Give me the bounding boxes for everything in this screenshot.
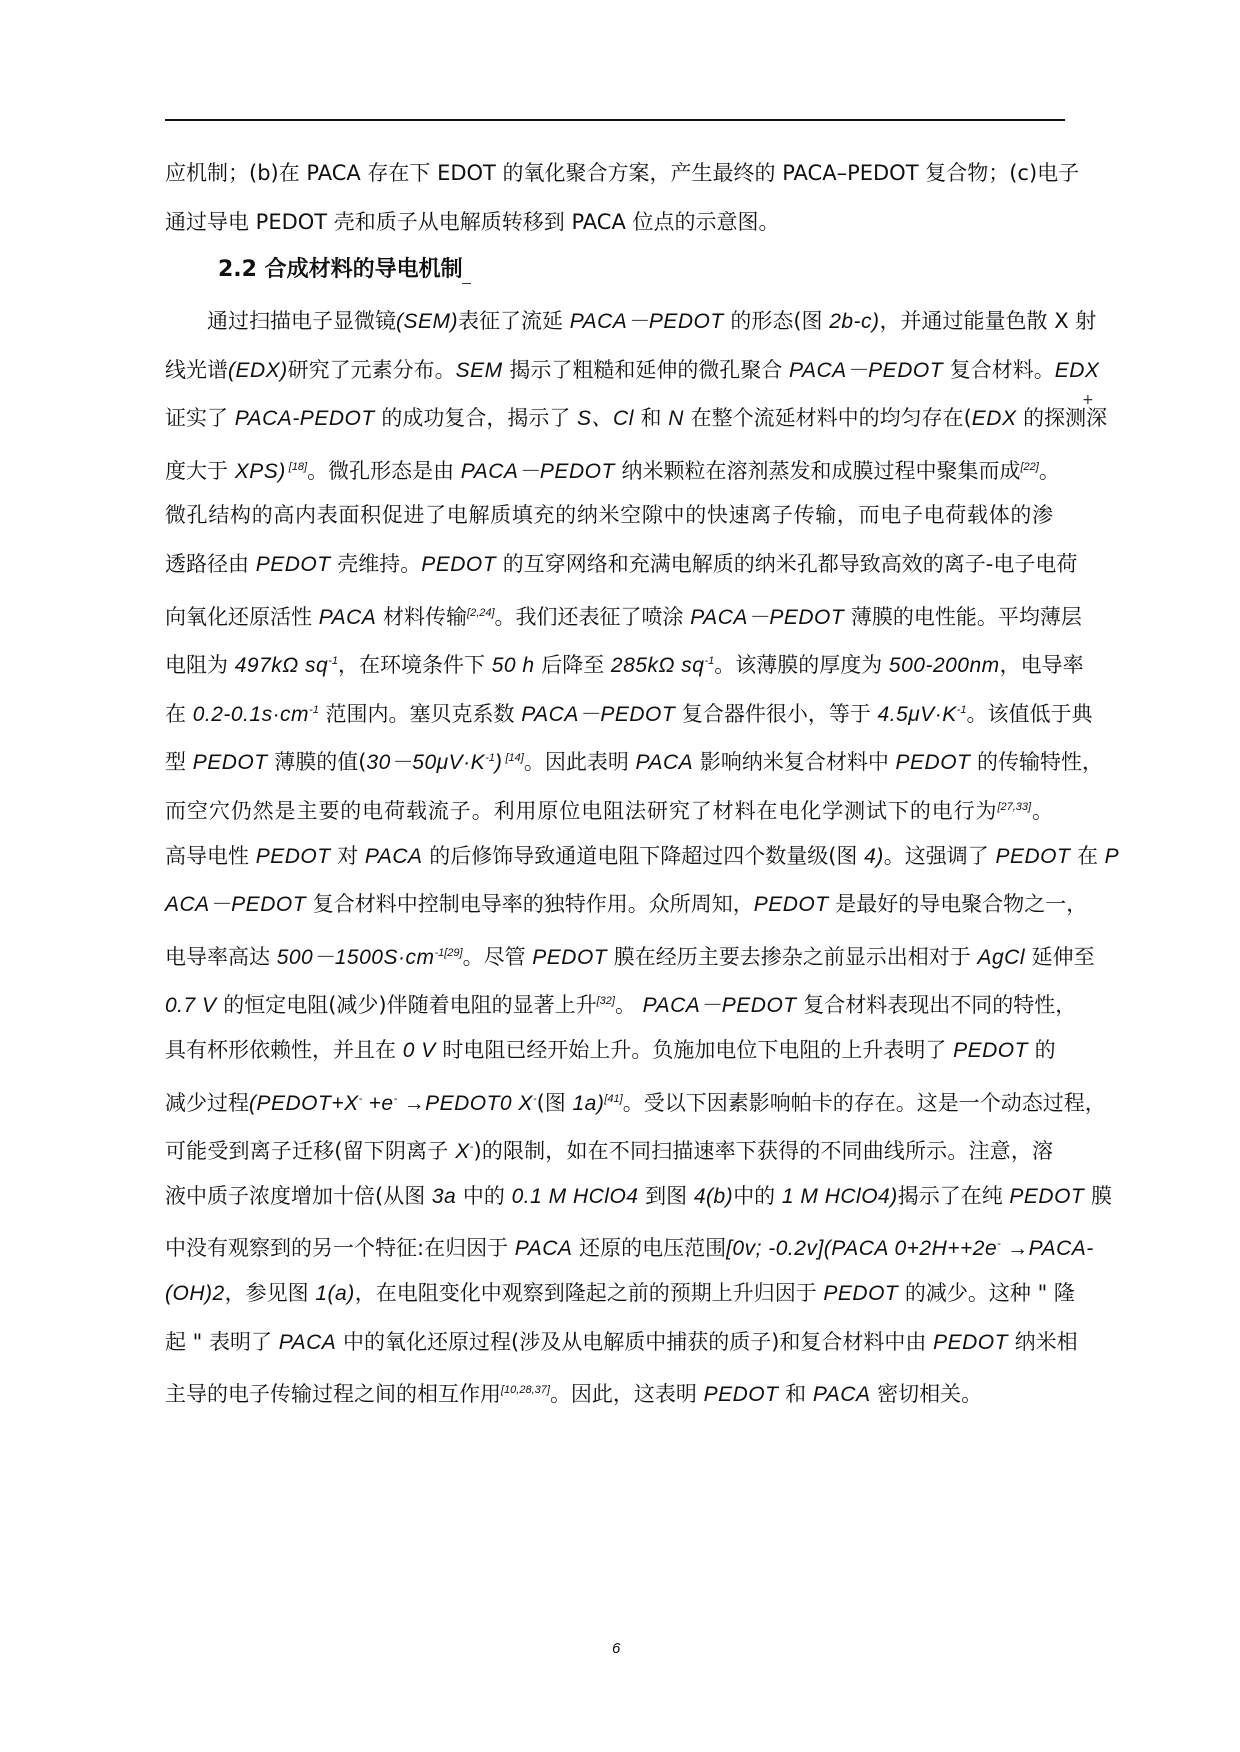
text-run: (OH)2 xyxy=(165,1282,225,1305)
text-run: 范围内。塞贝克系数 xyxy=(318,701,522,726)
text-run: 。该薄膜的厚度为 xyxy=(714,653,889,678)
text-run: 是最好的导电聚合物之一， xyxy=(828,892,1088,917)
text-run: PEDOT xyxy=(995,844,1071,868)
text-run: 复合材料中控制电导率的独特作用。众所周知， xyxy=(306,892,754,917)
text-run: 通过扫描电子显微镜 xyxy=(165,309,396,333)
text-run: PACA－PEDOT xyxy=(789,358,944,382)
text-run: 度大于 xyxy=(165,458,235,483)
text-line xyxy=(165,452,1060,487)
text-line xyxy=(165,889,1088,920)
superscript: - xyxy=(469,1141,474,1154)
text-run: 在 xyxy=(165,701,193,726)
text-run: 微孔结构的高内表面积促进了电解质填充的纳米空隙中的快速离子传输，而电子电荷载体的渗 xyxy=(165,503,1053,528)
text-run: XPS) xyxy=(234,459,286,483)
text-line xyxy=(165,1278,1075,1309)
superscript: [41] xyxy=(604,1092,623,1105)
text-run: 的 xyxy=(1027,1038,1056,1062)
text-run: X xyxy=(455,1140,470,1164)
text-run: 。因此，这表明 xyxy=(549,1382,704,1407)
page-number: 6 xyxy=(612,1640,621,1657)
superscript: -1 xyxy=(704,655,715,668)
text-run: PACA xyxy=(318,605,377,629)
text-run: 在 xyxy=(1070,843,1105,868)
caption-line xyxy=(165,207,1053,237)
text-line xyxy=(165,403,1108,434)
text-run: 4.5μV·K xyxy=(877,702,957,726)
text-run: ，电导率 xyxy=(999,653,1084,678)
superscript: - xyxy=(997,1238,1001,1251)
text-run: 透路径由 xyxy=(165,552,256,576)
text-run: 4(b) xyxy=(693,1184,734,1208)
text-run: 材料传输 xyxy=(376,604,468,629)
text-run: EDX xyxy=(971,407,1017,431)
text-run: ACA－PEDOT xyxy=(165,893,307,917)
text-run: 可能受到离子迁移(留下阴离子 xyxy=(165,1139,456,1164)
section-heading: 2.2 合成材料的导电机制 xyxy=(218,257,463,282)
text-run: 壳维持。 xyxy=(330,552,422,576)
superscript: -1 xyxy=(485,752,495,765)
text-run: SEM xyxy=(455,358,503,382)
text-line xyxy=(165,792,1053,826)
text-run: 在整个流延材料中的均匀存在( xyxy=(683,406,972,431)
text-run: PEDOT xyxy=(421,553,497,576)
text-run: [0v; -0.2v](PACA 0+2H++2e xyxy=(726,1237,998,1261)
text-run: PACA xyxy=(635,751,694,775)
text-run: 揭示了在纯 xyxy=(897,1183,1010,1208)
stray-dash-mark xyxy=(462,283,471,284)
text-run: PEDOT xyxy=(255,553,331,576)
text-run: 500－1500S·cm xyxy=(276,945,435,969)
superscript: - xyxy=(393,1092,398,1105)
text-run: PEDOT xyxy=(1009,1184,1085,1208)
text-run: P xyxy=(1104,844,1120,868)
text-run: 中的氧化还原过程(涉及从电解质中捕获的质子)和复合材料中由 xyxy=(336,1329,934,1354)
text-run: 和 xyxy=(633,406,669,431)
text-line xyxy=(165,1229,1094,1264)
text-run: ，在环境条件下 xyxy=(338,653,492,678)
text-run: S、Cl xyxy=(577,407,634,431)
text-run: 揭示了粗糙和延伸的微孔聚合 xyxy=(502,357,790,382)
superscript: - xyxy=(358,1092,363,1105)
text-run: (SEM) xyxy=(396,310,458,333)
text-run: PEDOT xyxy=(753,893,829,917)
text-run: 薄膜的电性能。平均薄层 xyxy=(844,604,1082,629)
text-run: 0.7 V xyxy=(165,994,217,1018)
text-line xyxy=(165,1181,1112,1212)
text-run: 延伸至 xyxy=(1025,944,1095,969)
text-run: PACA－PEDOT xyxy=(642,994,797,1018)
text-run: PACA xyxy=(812,1383,871,1407)
text-run: 研究了元素分布。 xyxy=(287,357,456,382)
text-run: ，在电阻变化中观察到隆起之前的预期上升归因于 xyxy=(354,1281,824,1305)
text-line xyxy=(165,355,1100,386)
text-run: PEDOT xyxy=(895,751,971,775)
text-run: 应机制；(b)在 PACA 存在下 EDOT 的氧化聚合方案，产生最终的 PACA–PEDOT 复合物；(c)电子 xyxy=(165,161,1080,185)
superscript: -1 xyxy=(328,655,338,668)
text-run: →PEDOT0 X xyxy=(397,1091,533,1115)
text-line xyxy=(165,986,1077,1021)
text-run: 影响纳米复合材料中 xyxy=(693,750,896,775)
text-line xyxy=(165,646,1084,681)
text-run: 。因此表明 xyxy=(523,750,636,775)
text-run: 减少过程 xyxy=(165,1090,249,1115)
text-run: 液中质子浓度增加十倍(从图 xyxy=(165,1183,432,1208)
text-run: PACA xyxy=(514,1237,573,1261)
text-run: 。 xyxy=(614,993,643,1018)
text-run: 表征了流延 xyxy=(458,309,570,333)
text-run: 的互穿网络和充满电解质的纳米孔都导致高效的离子-电子电荷 xyxy=(496,552,1078,576)
text-run: PACA－PEDOT xyxy=(690,605,845,629)
text-run: 纳米颗粒在溶剂蒸发和成膜过程中聚集而成 xyxy=(614,458,1021,483)
text-run: 。该值低于典 xyxy=(966,701,1093,726)
caption-line xyxy=(165,158,1080,188)
text-run: →PACA- xyxy=(1000,1237,1094,1261)
text-run: 复合材料。 xyxy=(943,357,1055,382)
text-run: 复合器件很小，等于 xyxy=(675,701,878,726)
text-run: N xyxy=(668,407,684,431)
superscript: - xyxy=(532,1092,537,1105)
text-run: PACA－PEDOT xyxy=(569,310,724,333)
text-run: 1(a) xyxy=(315,1282,355,1305)
text-run: 的传输特性， xyxy=(970,750,1104,775)
text-line xyxy=(165,306,1097,337)
text-run: 0 V xyxy=(402,1039,436,1062)
text-run: 中没有观察到的另一个特征:在归因于 xyxy=(165,1236,515,1261)
text-run: 1 M HClO4) xyxy=(781,1184,898,1208)
text-run: 后降至 xyxy=(534,653,611,678)
text-run: PEDOT xyxy=(953,1039,1028,1062)
text-line xyxy=(165,1327,1078,1358)
text-run: PACA－PEDOT xyxy=(521,702,676,726)
text-line xyxy=(165,1035,1056,1066)
text-run: 膜在经历主要去掺杂之前显示出相对于 xyxy=(607,944,978,969)
text-run: PACA－PEDOT xyxy=(460,459,615,483)
superscript: [14] xyxy=(502,752,524,765)
text-line xyxy=(165,695,1093,730)
text-run: 高导电性 xyxy=(165,843,256,868)
text-run: 497kΩ sq xyxy=(234,654,329,678)
text-run: 薄膜的值( xyxy=(267,750,367,775)
superscript: [22] xyxy=(1020,460,1039,473)
superscript: [18] xyxy=(285,460,308,473)
text-run: 电导率高达 xyxy=(165,944,277,969)
text-line xyxy=(165,743,1104,778)
text-run: PACA xyxy=(278,1330,337,1354)
text-line xyxy=(165,549,1078,580)
text-run: 的减少。这种 " 隆 xyxy=(898,1281,1075,1305)
text-run: +e xyxy=(362,1091,394,1115)
text-run: 。尽管 xyxy=(462,944,533,969)
text-run: 具有杯形依赖性，并且在 xyxy=(165,1038,403,1062)
text-run: PEDOT xyxy=(532,945,608,969)
text-run: 复合材料表现出不同的特性， xyxy=(796,993,1077,1018)
text-run: 的成功复合，揭示了 xyxy=(374,406,578,431)
text-line xyxy=(165,1375,1053,1410)
text-line xyxy=(165,841,1120,872)
text-run: 30－50μV·K xyxy=(366,751,486,775)
text-run: PEDOT xyxy=(933,1330,1008,1354)
text-run: PACA xyxy=(364,844,423,868)
text-run: PEDOT xyxy=(192,751,268,775)
text-run: AgCl xyxy=(977,945,1025,969)
text-run: 还原的电压范围 xyxy=(572,1236,727,1261)
text-run: 0.1 M HClO4 xyxy=(511,1184,639,1208)
text-run: 285kΩ sq xyxy=(610,654,705,678)
text-run: PEDOT xyxy=(823,1282,899,1305)
text-run: 向氧化还原活性 xyxy=(165,604,319,629)
text-run: ) xyxy=(494,751,503,775)
text-run: 的形态(图 xyxy=(723,309,830,333)
text-run: 。这强调了 xyxy=(883,843,996,868)
text-run: EDX xyxy=(1054,358,1100,382)
superscript: [32] xyxy=(596,995,615,1008)
text-run: 的后修饰导致通道电阻下降超过四个数量级(图 xyxy=(422,843,865,868)
text-run: 对 xyxy=(330,843,365,868)
text-run: 。 xyxy=(1031,799,1054,823)
superscript: -1 xyxy=(309,703,319,716)
text-run: 的探测深 xyxy=(1016,406,1108,431)
text-run: 密切相关。 xyxy=(870,1382,983,1407)
superscript: -1[29] xyxy=(434,946,463,959)
text-run: 1a) xyxy=(572,1091,605,1115)
text-run: 线光谱 xyxy=(165,357,228,382)
text-run: ，并通过能量色散 X 射 xyxy=(879,309,1097,333)
text-line xyxy=(165,598,1082,633)
text-run: 通过导电 PEDOT 壳和质子从电解质转移到 PACA 位点的示意图。 xyxy=(165,210,780,234)
text-run: 纳米相 xyxy=(1007,1329,1078,1354)
text-run: 4) xyxy=(864,844,884,868)
superscript: [10,28,37] xyxy=(501,1384,550,1397)
text-run: 中的 xyxy=(456,1183,512,1208)
text-run: 中的 xyxy=(733,1183,782,1208)
header-rule xyxy=(165,119,1065,121)
superscript: [27,33] xyxy=(997,801,1032,813)
text-run: 0.2-0.1s·cm xyxy=(192,702,310,726)
text-run: (PEDOT+X xyxy=(249,1091,359,1115)
text-run: 证实了 xyxy=(165,406,235,431)
text-run: (图 xyxy=(536,1090,573,1115)
text-line xyxy=(165,1084,1106,1119)
text-run: 起 " 表明了 xyxy=(165,1329,279,1354)
superscript: -1 xyxy=(956,703,967,716)
text-line xyxy=(165,1132,1053,1167)
text-run: ，参见图 xyxy=(224,1281,316,1305)
text-line xyxy=(165,500,1053,530)
text-run: 。我们还表征了喷涂 xyxy=(494,604,691,629)
text-run: 到图 xyxy=(638,1183,694,1208)
plus-mark: + xyxy=(1082,392,1094,408)
text-run: (EDX) xyxy=(228,358,288,382)
text-run: 电阻为 xyxy=(165,653,235,678)
text-run: 500-200nm xyxy=(888,654,1000,678)
text-run: 时电阻已经开始上升。负施加电位下电阻的上升表明了 xyxy=(435,1038,954,1062)
text-run: 主导的电子传输过程之间的相互作用 xyxy=(165,1382,501,1407)
text-run: 膜 xyxy=(1084,1183,1112,1208)
text-line xyxy=(165,938,1095,973)
text-run: 50 h xyxy=(491,654,535,678)
text-run: 和 xyxy=(778,1382,813,1407)
text-run: 。受以下因素影响帕卡的存在。这是一个动态过程， xyxy=(622,1090,1106,1115)
text-run: 2b-c) xyxy=(829,310,880,333)
text-run: 的恒定电阻(减少)伴随着电阻的显著上升 xyxy=(216,993,597,1018)
text-run: 而空穴仍然是主要的电荷载流子。利用原位电阻法研究了材料在电化学测试下的电行为 xyxy=(165,799,998,823)
text-run: )的限制，如在不同扫描速率下获得的不同曲线所示。注意，溶 xyxy=(473,1139,1053,1164)
text-run: 。微孔形态是由 xyxy=(307,458,461,483)
text-run: PACA-PEDOT xyxy=(234,407,375,431)
text-run: PEDOT xyxy=(703,1383,779,1407)
text-run: 。 xyxy=(1038,458,1060,483)
text-run: 3a xyxy=(431,1184,457,1208)
text-run: PEDOT xyxy=(255,844,331,868)
superscript: [2,24] xyxy=(467,606,495,619)
text-run: 型 xyxy=(165,750,193,775)
